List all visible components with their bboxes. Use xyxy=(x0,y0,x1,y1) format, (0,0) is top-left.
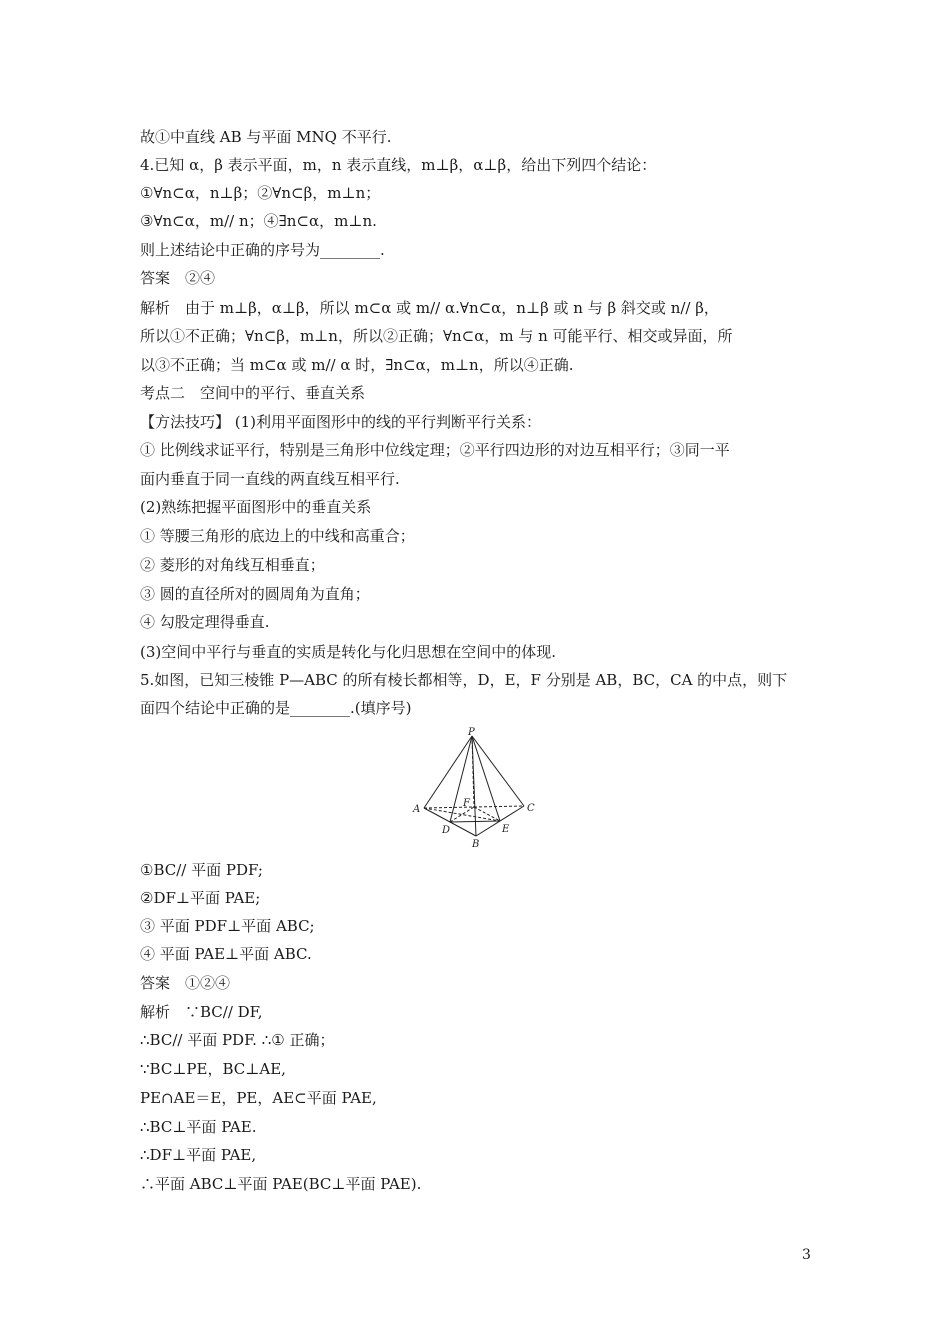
conclusion-2: ②DF⊥平面 PAE; xyxy=(140,889,261,907)
method-tips-heading: 【方法技巧】 (1)利用平面图形中的线的平行判断平行关系： xyxy=(140,413,542,431)
label-p: P xyxy=(468,727,475,738)
method-tip-line: ③ 圆的直径所对的圆周角为直角； xyxy=(140,585,370,603)
analysis-4-line-3: 以③不正确；当 m⊂α 或 m// α 时，∃n⊂α，m⊥n，所以④正确. xyxy=(140,356,574,374)
analysis-5-line: ∴平面 ABC⊥平面 PAE(BC⊥平面 PAE). xyxy=(140,1175,422,1193)
label-c: C xyxy=(527,803,535,814)
method-tip-line: ① 等腰三角形的底边上的中线和高重合； xyxy=(140,527,415,545)
analysis-5-line: ∴BC// 平面 PDF. ∴① 正确； xyxy=(140,1031,335,1049)
page-number: 3 xyxy=(802,1247,811,1263)
method-tip-line: 面内垂直于同一直线的两直线互相平行. xyxy=(140,470,400,488)
text-line: 故①中直线 AB 与平面 MNQ 不平行. xyxy=(140,128,392,146)
method-tip-line: ② 菱形的对角线互相垂直； xyxy=(140,556,325,574)
segment-pd xyxy=(450,736,472,822)
question-4-options-1-2: ①∀n⊂α，n⊥β；②∀n⊂β，m⊥n； xyxy=(140,184,381,202)
conclusion-3: ③ 平面 PDF⊥平面 ABC; xyxy=(140,917,315,935)
method-tip-line: ④ 勾股定理得垂直. xyxy=(140,613,270,631)
question-4-options-3-4: ③∀n⊂α，m// n；④∃n⊂α，m⊥n. xyxy=(140,212,377,230)
method-tip-line: ① 比例线求证平行，特别是三角形中位线定理；②平行四边形的对边互相平行；③同一平 xyxy=(140,441,730,459)
answer-4: 答案 ②④ xyxy=(140,269,216,287)
analysis-5-line: ∵BC⊥PE，BC⊥AE, xyxy=(140,1060,286,1078)
edge-pc xyxy=(472,736,524,806)
label-d: D xyxy=(442,825,451,836)
analysis-5-line: 解析 ∵BC// DF, xyxy=(140,1003,263,1021)
section-heading: 考点二 空间中的平行、垂直关系 xyxy=(140,384,366,402)
analysis-5-line: ∴BC⊥平面 PAE. xyxy=(140,1118,257,1136)
method-tip-line: (2)熟练把握平面图形中的垂直关系 xyxy=(140,498,372,516)
question-5-blank: 面四个结论中正确的是________.(填序号) xyxy=(140,699,412,717)
analysis-4-line-2: 所以①不正确；∀n⊂β，m⊥n，所以②正确；∀n⊂α，m 与 n 可能平行、相交或异面，所 xyxy=(140,327,733,345)
question-4-blank: 则上述结论中正确的序号为________. xyxy=(140,241,385,259)
label-e: E xyxy=(502,824,510,835)
analysis-5-line: PE∩AE＝E，PE，AE⊂平面 PAE, xyxy=(140,1089,377,1107)
pyramid-figure xyxy=(410,726,545,850)
method-tip-line: (3)空间中平行与垂直的实质是转化与化归思想在空间中的体现. xyxy=(140,643,557,661)
label-f: F xyxy=(463,798,470,809)
answer-5: 答案 ①②④ xyxy=(140,974,231,992)
label-b: B xyxy=(472,839,480,850)
label-a: A xyxy=(413,804,421,815)
pyramid-diagram xyxy=(410,726,545,850)
analysis-5-line: ∴DF⊥平面 PAE, xyxy=(140,1146,257,1164)
conclusion-4: ④ 平面 PAE⊥平面 ABC. xyxy=(140,945,312,963)
segment-de xyxy=(450,821,500,822)
question-5-stem: 5.如图，已知三棱锥 P—ABC 的所有棱长都相等，D，E，F 分别是 AB，BC，CA 的中点，则下 xyxy=(140,671,788,689)
analysis-4-line-1: 解析 由于 m⊥β，α⊥β，所以 m⊂α 或 m// α.∀n⊂α，n⊥β 或 n 与 β 斜交或 n// β， xyxy=(140,299,719,317)
question-4-stem: 4.已知 α，β 表示平面，m，n 表示直线，m⊥β，α⊥β，给出下列四个结论： xyxy=(140,156,657,174)
conclusion-1: ①BC// 平面 PDF; xyxy=(140,861,263,879)
